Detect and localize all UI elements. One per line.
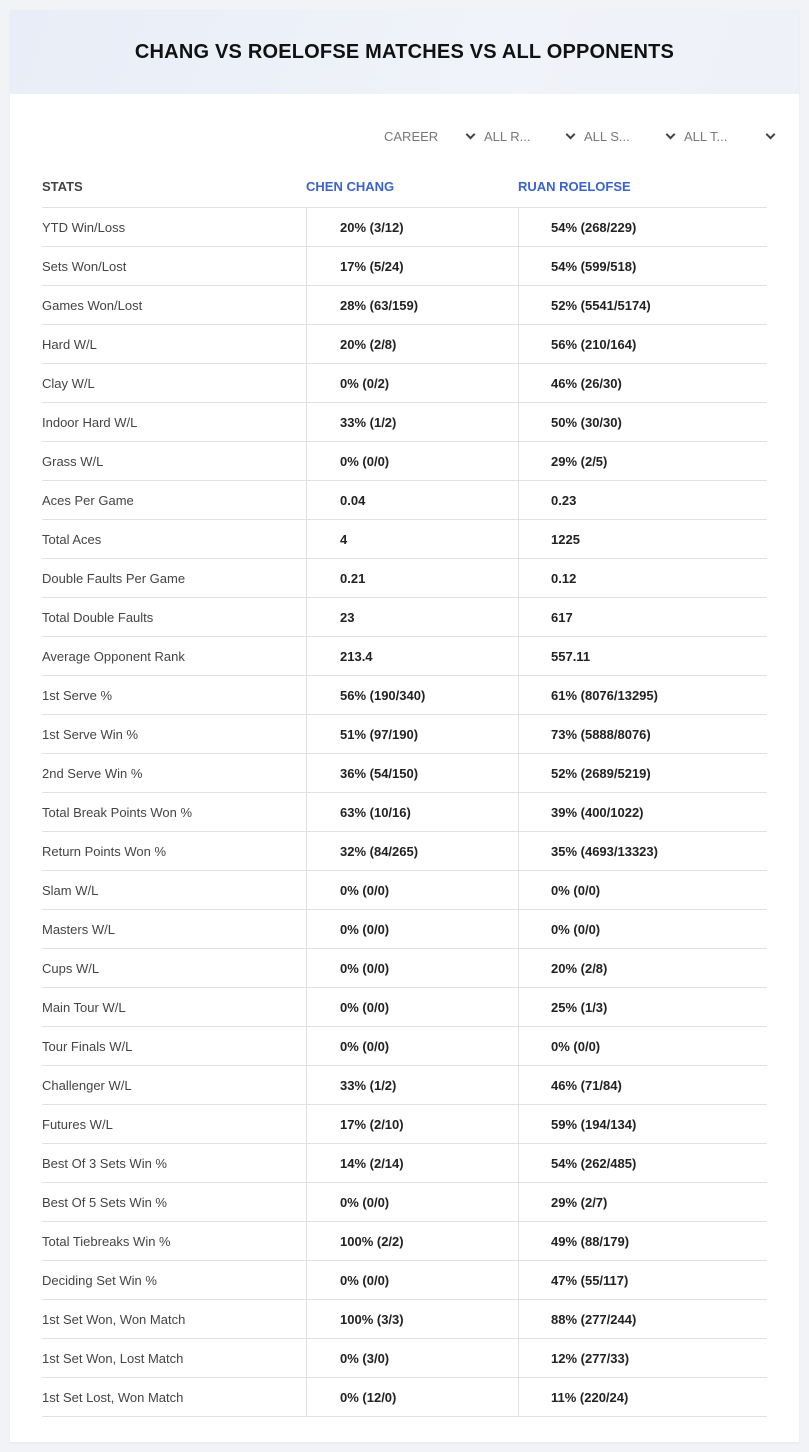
player1-value: 100% (2/2) [306,1222,518,1260]
player1-value: 23 [306,598,518,636]
stat-label: 1st Set Won, Won Match [42,1311,186,1327]
stat-label: Total Double Faults [42,609,154,625]
table-row [42,637,767,676]
stat-label: Slam W/L [42,882,99,898]
filter-tournament-select[interactable] [684,124,784,148]
player2-value: 0.12 [518,559,767,597]
player1-value: 4 [306,520,518,558]
table-row [42,520,767,559]
chevron-down-icon [466,129,476,139]
stat-label: 2nd Serve Win % [42,765,143,781]
player2-value: 0% (0/0) [518,910,767,948]
player1-value: 14% (2/14) [306,1144,518,1182]
player1-value: 33% (1/2) [306,1066,518,1104]
player1-value: 213.4 [306,637,518,675]
filter-surface-select[interactable] [584,124,684,148]
player2-link[interactable]: RUAN ROELOFSE [518,179,631,194]
table-row [42,559,767,598]
stat-label: Total Tiebreaks Win % [42,1233,171,1249]
stats-column-header: STATS [42,179,83,194]
player1-value: 63% (10/16) [306,793,518,831]
player1-value: 0% (0/0) [306,442,518,480]
filter-round-select[interactable] [484,124,584,148]
table-row [42,442,767,481]
player2-value: 0.23 [518,481,767,519]
player2-value: 49% (88/179) [518,1222,767,1260]
stat-label: 1st Serve Win % [42,726,139,742]
player2-value: 54% (599/518) [518,247,767,285]
table-row [42,1027,767,1066]
table-row [42,1066,767,1105]
table-row [42,403,767,442]
table-row [42,1222,767,1261]
player1-value: 0% (0/0) [306,910,518,948]
stat-label: 1st Set Lost, Won Match [42,1389,184,1405]
filter-period-select[interactable] [384,124,484,148]
player1-link[interactable]: CHEN CHANG [306,179,395,194]
player1-value: 17% (2/10) [306,1105,518,1143]
player1-value: 32% (84/265) [306,832,518,870]
table-row [42,832,767,871]
player1-value: 0.04 [306,481,518,519]
table-row [42,754,767,793]
table-row [42,481,767,520]
table-row [42,1144,767,1183]
filter-label: ALL R... [484,128,531,144]
table-row [42,1300,767,1339]
table-row [42,949,767,988]
stat-label: YTD Win/Loss [42,219,126,235]
stat-label: Average Opponent Rank [42,648,185,664]
player1-value: 28% (63/159) [306,286,518,324]
stat-label: 1st Serve % [42,687,113,703]
stat-label: Grass W/L [42,453,104,469]
stat-label: Clay W/L [42,375,95,391]
player2-value: 29% (2/7) [518,1183,767,1221]
player1-value: 0% (0/0) [306,1183,518,1221]
player1-value: 0% (0/2) [306,364,518,402]
stat-label: Aces Per Game [42,492,134,508]
filter-label: ALL S... [584,128,630,144]
table-row [42,1261,767,1300]
chevron-down-icon [566,129,576,139]
player2-value: 0% (0/0) [518,871,767,909]
stat-label: Futures W/L [42,1116,113,1132]
player1-value: 0% (12/0) [306,1378,518,1416]
player1-value: 0.21 [306,559,518,597]
player2-value: 617 [518,598,767,636]
table-row [42,325,767,364]
stat-label: Challenger W/L [42,1077,132,1093]
player2-value: 73% (5888/8076) [518,715,767,753]
player1-value: 17% (5/24) [306,247,518,285]
player2-value: 12% (277/33) [518,1339,767,1377]
stat-label: Best Of 3 Sets Win % [42,1155,167,1171]
table-row [42,598,767,637]
player2-value: 47% (55/117) [518,1261,767,1299]
filter-bar [384,124,784,148]
stat-label: Total Break Points Won % [42,804,193,820]
player2-value: 46% (26/30) [518,364,767,402]
player2-value: 11% (220/24) [518,1378,767,1416]
table-row [42,1105,767,1144]
player1-value: 100% (3/3) [306,1300,518,1338]
player2-value: 39% (400/1022) [518,793,767,831]
table-row [42,793,767,832]
player1-value: 0% (3/0) [306,1339,518,1377]
table-row [42,871,767,910]
table-row [42,910,767,949]
table-row [42,286,767,325]
player2-value: 52% (5541/5174) [518,286,767,324]
stat-label: Masters W/L [42,921,115,937]
player2-value: 46% (71/84) [518,1066,767,1104]
table-row [42,715,767,754]
stat-label: Double Faults Per Game [42,570,186,586]
stat-label: Tour Finals W/L [42,1038,133,1054]
player2-value: 52% (2689/5219) [518,754,767,792]
table-header [42,166,767,208]
stats-table [42,166,767,1417]
table-row [42,364,767,403]
stat-label: Cups W/L [42,960,100,976]
stat-label: Best Of 5 Sets Win % [42,1194,167,1210]
player2-value: 56% (210/164) [518,325,767,363]
stats-card [10,10,799,1442]
player2-value: 25% (1/3) [518,988,767,1026]
player2-value: 54% (262/485) [518,1144,767,1182]
player1-value: 0% (0/0) [306,871,518,909]
player1-value: 20% (3/12) [306,208,518,246]
player2-value: 88% (277/244) [518,1300,767,1338]
player2-value: 59% (194/134) [518,1105,767,1143]
player1-value: 0% (0/0) [306,1261,518,1299]
chevron-down-icon [666,129,676,139]
page-title: CHANG VS ROELOFSE MATCHES VS ALL OPPONENTS [134,40,675,63]
stat-label: Indoor Hard W/L [42,414,138,430]
stat-label: Total Aces [42,531,102,547]
player2-value: 54% (268/229) [518,208,767,246]
player2-value: 50% (30/30) [518,403,767,441]
table-row [42,1378,767,1417]
player2-value: 0% (0/0) [518,1027,767,1065]
player2-value: 61% (8076/13295) [518,676,767,714]
player2-value: 557.11 [518,637,767,675]
player1-value: 51% (97/190) [306,715,518,753]
stat-label: 1st Set Won, Lost Match [42,1350,184,1366]
stat-label: Hard W/L [42,336,97,352]
player1-value: 0% (0/0) [306,949,518,987]
player2-value: 35% (4693/13323) [518,832,767,870]
table-body [42,208,767,1417]
player1-value: 56% (190/340) [306,676,518,714]
player1-value: 36% (54/150) [306,754,518,792]
stat-label: Return Points Won % [42,843,167,859]
table-row [42,676,767,715]
table-row [42,208,767,247]
stat-label: Deciding Set Win % [42,1272,157,1288]
player1-value: 0% (0/0) [306,1027,518,1065]
card-header [10,10,799,94]
player1-value: 33% (1/2) [306,403,518,441]
player1-value: 0% (0/0) [306,988,518,1026]
player1-value: 20% (2/8) [306,325,518,363]
table-row [42,1183,767,1222]
table-row [42,1339,767,1378]
table-row [42,988,767,1027]
chevron-down-icon [766,129,776,139]
stat-label: Games Won/Lost [42,297,143,313]
player2-value: 20% (2/8) [518,949,767,987]
filter-label: CAREER [384,128,439,144]
stat-label: Main Tour W/L [42,999,126,1015]
table-row [42,247,767,286]
player2-value: 29% (2/5) [518,442,767,480]
filter-label: ALL T... [684,128,728,144]
stat-label: Sets Won/Lost [42,258,127,274]
player2-value: 1225 [518,520,767,558]
